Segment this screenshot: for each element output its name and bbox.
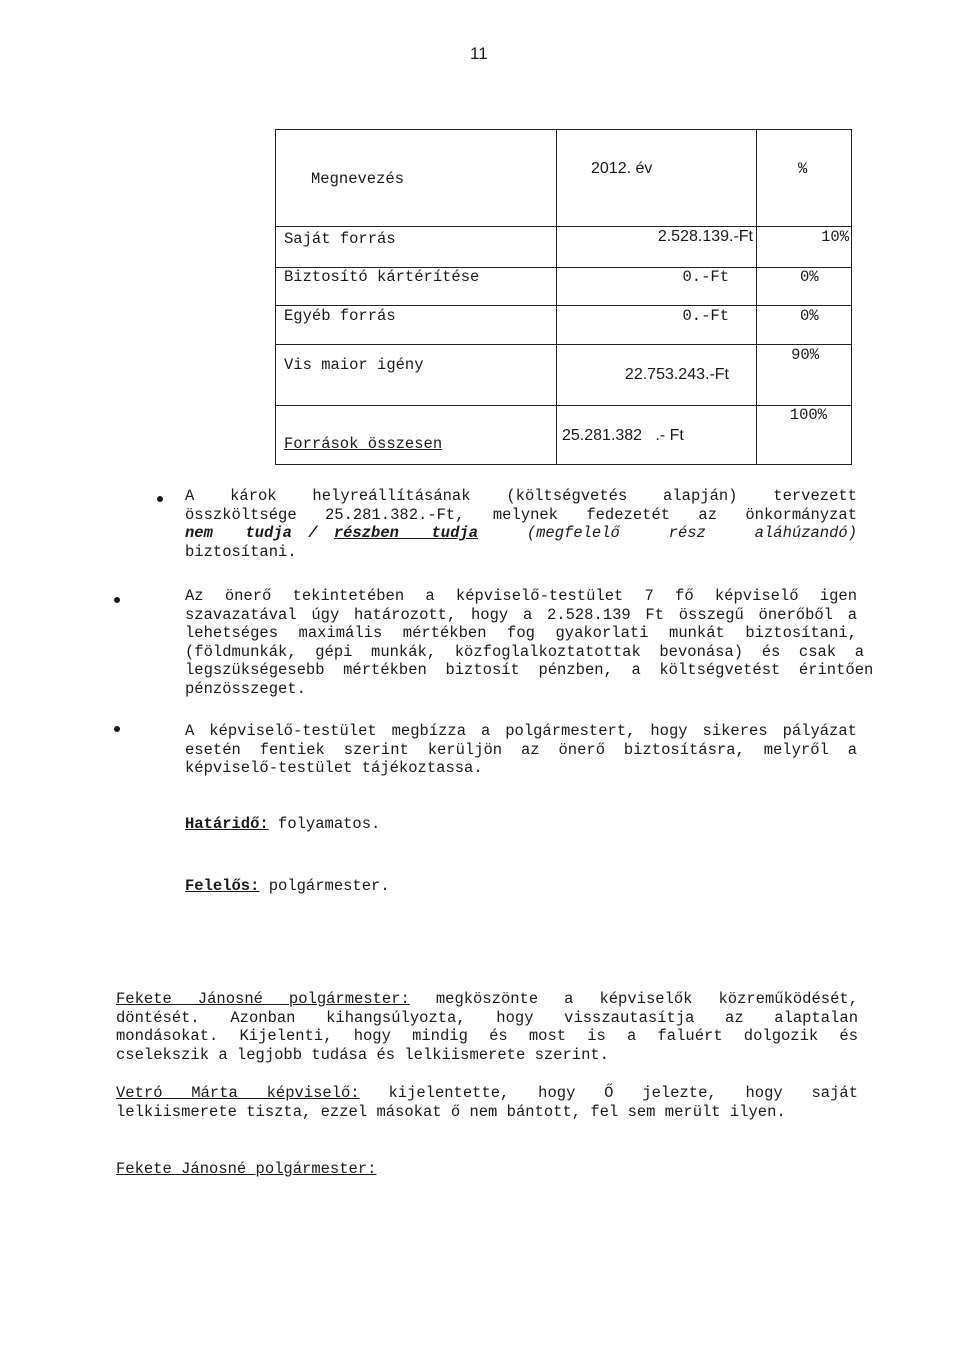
row-percent: 0%	[800, 307, 819, 325]
funding-table	[275, 129, 852, 465]
speech-text: megköszönte a képviselők közreműködését,	[409, 990, 858, 1008]
deadline-label: Határidő:	[185, 815, 269, 833]
row-amount: 22.753.243.-Ft	[624, 366, 729, 383]
row-label: Vis maior igény	[284, 356, 424, 374]
text-line: szavazatával úgy határozott, hogy a 2.528.139 Ft összegű önerőből a	[185, 605, 857, 624]
row-label: Saját forrás	[284, 230, 396, 248]
text-line: Az önerő tekintetében a képviselő-testület 7 fő képviselő igen	[185, 587, 857, 605]
speaker-name: Fekete Jánosné polgármester:	[116, 990, 410, 1008]
row-percent: 0%	[800, 268, 819, 286]
row-divider	[276, 405, 851, 406]
speech-representative	[116, 1084, 858, 1121]
separator: /	[291, 524, 334, 542]
paragraph-cost	[185, 487, 857, 561]
header-name: Megnevezés	[311, 170, 405, 188]
row-label: Biztosító kártérítése	[284, 268, 480, 286]
row-amount: 0.-Ft	[682, 307, 729, 325]
row-amount: 0.-Ft	[682, 268, 729, 286]
row-label-total: Források összesen	[284, 435, 443, 453]
responsible	[185, 877, 390, 895]
page-number: 11	[470, 44, 488, 63]
text-line: lehetséges maximális mértékben fog gyakorlati munkát biztosítani,	[185, 624, 857, 642]
row-divider	[276, 305, 851, 306]
responsible-value: polgármester.	[259, 877, 390, 895]
row-percent: 90%	[791, 346, 819, 364]
bullet-icon	[157, 496, 163, 502]
deadline	[185, 815, 380, 833]
header-year: 2012. év	[591, 160, 653, 177]
responsible-label: Felelős:	[185, 877, 260, 895]
text-line: képviselő-testület tájékoztassa.	[185, 759, 483, 777]
speaker-name: Vetró Márta képviselő:	[116, 1084, 360, 1102]
text-line: biztosítani.	[185, 542, 297, 561]
row-divider	[276, 226, 851, 227]
text-line	[116, 990, 858, 1009]
text-line: A képviselő-testület megbízza a polgármestert, hogy sikeres pályázat	[185, 722, 857, 740]
text-line	[116, 1084, 858, 1103]
option-partly-able: részben tudja	[333, 524, 478, 542]
deadline-value: folyamatos.	[268, 815, 381, 833]
text-line: lelkiismerete tiszta, ezzel másokat ő nem bántott, fel sem merült ilyen.	[116, 1102, 786, 1121]
text-line: (földmunkák, gépi munkák, közfoglalkoztatottak bevonása) és csak a	[185, 642, 865, 661]
speech-mayor	[116, 990, 858, 1064]
text-line: cselekszik a legjobb tudása és lelkiismerete szerint.	[116, 1045, 609, 1064]
bullet-icon	[114, 726, 120, 732]
row-percent: 10%	[821, 228, 849, 246]
speaker-name: Fekete Jánosné polgármester:	[116, 1160, 377, 1178]
row-amount: 2.528.139.-Ft	[657, 228, 753, 245]
text-line: pénzösszeget.	[185, 679, 306, 698]
row-percent-total: 100%	[789, 406, 827, 424]
speech-text: kijelentette, hogy Ő jelezte, hogy saját	[359, 1084, 858, 1102]
text-line: A károk helyreállításának (költségvetés alapján) tervezett	[185, 487, 857, 505]
column-divider	[556, 130, 557, 464]
column-divider	[756, 130, 757, 464]
text-line	[185, 524, 857, 543]
row-label: Egyéb forrás	[284, 307, 396, 325]
row-divider	[276, 344, 851, 345]
header-percent: %	[798, 160, 808, 178]
option-not-able: nem tudja	[185, 524, 292, 542]
text-line: mondásokat. Kijelenti, hogy mindig és most is a faluért dolgozik és	[116, 1027, 858, 1045]
paragraph-own-funds	[185, 587, 874, 698]
paragraph-mandate	[185, 722, 857, 778]
instruction-note: (megfelelő rész aláhúzandó)	[478, 524, 857, 542]
text-line: összköltsége 25.281.382.-Ft, melynek fedezetét az önkormányzat	[185, 505, 857, 524]
text-line: esetén fentiek szerint kerüljön az önerő biztosításra, melyről a	[185, 740, 857, 759]
text-line: döntését. Azonban kihangsúlyozta, hogy visszautasítja az alaptalan	[116, 1008, 858, 1027]
text-line: legszükségesebb mértékben biztosít pénzben, a költségvetést érintően	[185, 661, 874, 679]
row-amount-total: 25.281.382 .- Ft	[562, 427, 684, 444]
bullet-icon	[114, 597, 120, 603]
